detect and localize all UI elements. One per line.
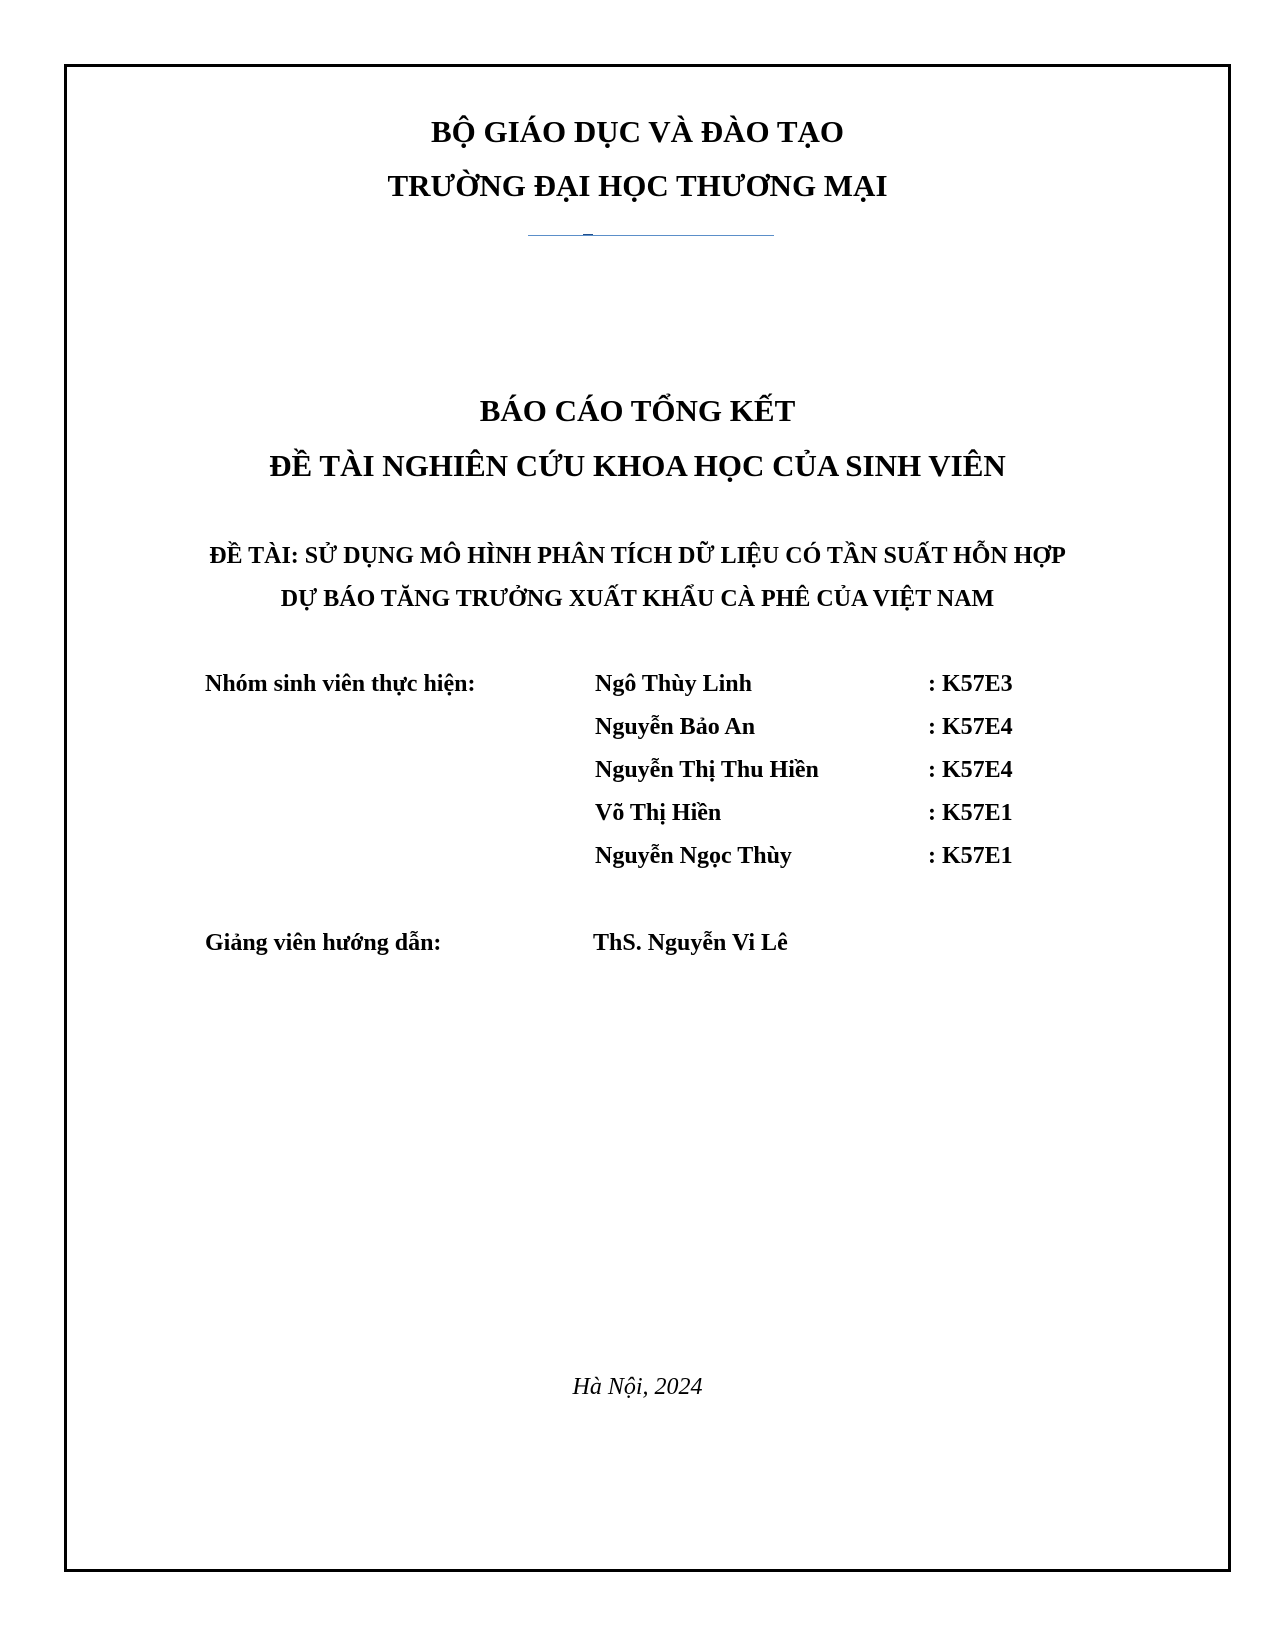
report-subtitle: ĐỀ TÀI NGHIÊN CỨU KHOA HỌC CỦA SINH VIÊN — [269, 448, 1006, 483]
student-name: Nguyễn Bảo An — [595, 714, 756, 740]
place-and-year: Hà Nội, 2024 — [572, 1374, 703, 1400]
student-class: : K57E1 — [928, 800, 1013, 826]
report-title: BÁO CÁO TỔNG KẾT — [479, 393, 796, 428]
student-class: : K57E4 — [928, 714, 1013, 740]
student-name: Võ Thị Hiền — [595, 800, 722, 826]
student-class: : K57E1 — [928, 843, 1013, 869]
student-class: : K57E3 — [928, 671, 1013, 697]
students-label: Nhóm sinh viên thực hiện: — [205, 671, 476, 697]
student-class: : K57E4 — [928, 757, 1013, 783]
student-name: Nguyễn Thị Thu Hiền — [595, 757, 819, 783]
supervisor-name: ThS. Nguyễn Vi Lê — [593, 930, 788, 956]
topic-line-1: ĐỀ TÀI: SỬ DỤNG MÔ HÌNH PHÂN TÍCH DỮ LIỆU CÓ TẦN SUẤT HỖN HỢP — [209, 543, 1066, 569]
student-name: Nguyễn Ngọc Thùy — [595, 843, 792, 869]
student-name: Ngô Thùy Linh — [595, 671, 752, 697]
university-name: TRƯỜNG ĐẠI HỌC THƯƠNG MẠI — [387, 168, 888, 203]
ministry-name: BỘ GIÁO DỤC VÀ ĐÀO TẠO — [430, 114, 845, 149]
header-divider — [528, 235, 774, 236]
topic-line-2: DỰ BÁO TĂNG TRƯỞNG XUẤT KHẨU CÀ PHÊ CỦA VIỆT NAM — [280, 586, 995, 612]
supervisor-label: Giảng viên hướng dẫn: — [205, 930, 442, 956]
